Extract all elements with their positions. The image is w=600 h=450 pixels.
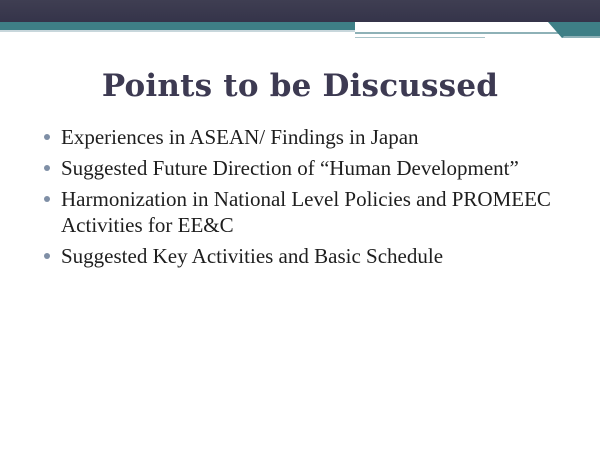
bullet-text: Experiences in ASEAN/ Findings in Japan bbox=[61, 125, 419, 149]
bullet-item bbox=[44, 243, 564, 269]
bullet-text: Suggested Future Direction of “Human Development” bbox=[61, 156, 519, 180]
header-tab-thin-line bbox=[355, 37, 485, 38]
slide-title: Points to be Discussed bbox=[101, 68, 499, 104]
bullet-item bbox=[44, 155, 564, 181]
bullet-dot-icon bbox=[44, 165, 50, 171]
bullet-dot-icon bbox=[44, 253, 50, 259]
bullet-text: Suggested Key Activities and Basic Schedule bbox=[61, 244, 444, 268]
header-band bbox=[0, 0, 600, 22]
bullet-dot-icon bbox=[44, 134, 50, 140]
header-tab-notch-icon bbox=[548, 22, 600, 38]
bullet-item bbox=[44, 124, 564, 150]
bullet-item bbox=[44, 186, 564, 238]
bullet-text: Harmonization in National Level Policies and PROMEEC Activities for EE&C bbox=[61, 187, 551, 237]
bullet-list bbox=[44, 124, 564, 274]
bullet-dot-icon bbox=[44, 196, 50, 202]
